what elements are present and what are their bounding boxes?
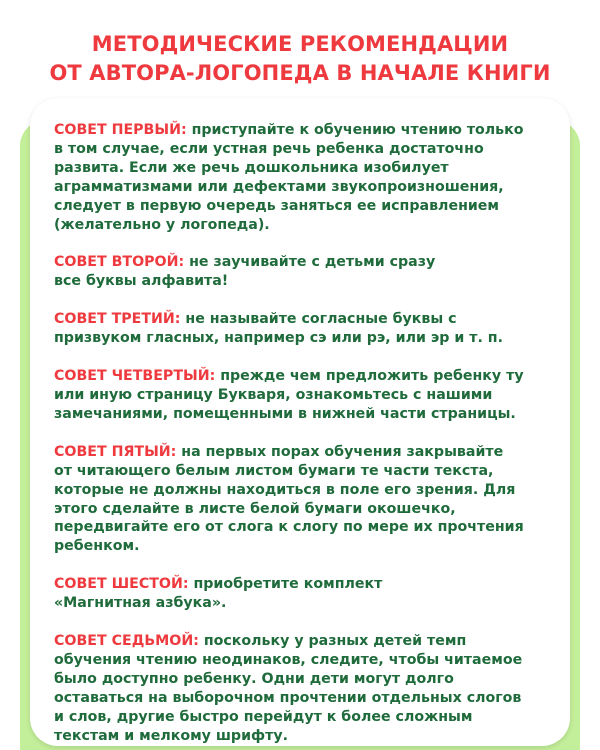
tip-text: приобретите комплект: [188, 576, 383, 593]
tip-line: [54, 462, 554, 481]
tip-label: СОВЕТ ЧЕТВЕРТЫЙ:: [54, 368, 216, 385]
tip-text: которые не должны находиться в поле его зрения. Для: [54, 481, 516, 498]
tip-paragraph: [54, 310, 554, 348]
tip-text: замечаниями, помещенными в нижней части страницы.: [54, 405, 516, 422]
tip-line: [54, 178, 554, 197]
tip-label: СОВЕТ ПЯТЫЙ:: [54, 443, 177, 460]
tip-line: [54, 575, 554, 594]
tip-text: обучения чтению неодинаков, следите, чтобы читаемое: [54, 651, 523, 668]
tip-text: не заучивайте с детьми сразу: [184, 254, 436, 271]
tip-line: [54, 386, 554, 405]
tips-list: [54, 121, 554, 745]
tip-text: этого сделайте в листе белой бумаги окошечко,: [54, 500, 456, 517]
page-title-line-1: МЕТОДИЧЕСКИЕ РЕКОМЕНДАЦИИ: [91, 32, 509, 56]
tip-text: в том случае, если устная речь ребенка достаточно: [54, 140, 484, 157]
tip-text: текстам и мелкому шрифту.: [54, 727, 288, 744]
tip-text: (желательно у логопеда).: [54, 216, 270, 233]
tip-line: [54, 405, 554, 424]
tip-text: приступайте к обучению чтению только: [186, 122, 524, 138]
tip-line: [54, 216, 554, 235]
tip-line: [54, 329, 554, 348]
tip-line: [54, 651, 554, 670]
tip-text: на первых порах обучения закрывайте: [176, 443, 504, 460]
tip-line: [54, 253, 554, 272]
tip-line: [54, 689, 554, 708]
tip-text: следует в первую очередь заняться ее исправлением: [54, 197, 500, 214]
tip-spacer: [54, 424, 554, 443]
tip-label: СОВЕТ ВТОРОЙ:: [54, 254, 185, 271]
tip-text: передвигайте его от слога к слогу по мере их прочтения: [54, 519, 524, 536]
tip-spacer: [54, 291, 554, 310]
tip-text: не называйте согласные буквы с: [180, 311, 457, 328]
tip-text: ребенком.: [54, 538, 140, 555]
tip-line: [54, 594, 554, 613]
tip-line: [54, 159, 554, 178]
page-title: [0, 30, 600, 88]
tip-line: [54, 670, 554, 689]
tip-spacer: [54, 556, 554, 575]
tip-paragraph: [54, 121, 554, 234]
tip-line: [54, 708, 554, 727]
tip-text: аграмматизмами или дефектами звукопроизношения,: [54, 178, 504, 195]
tip-paragraph: [54, 253, 554, 291]
tip-line: [54, 500, 554, 519]
tip-line: [54, 197, 554, 216]
tip-label: СОВЕТ ШЕСТОЙ:: [54, 576, 189, 593]
tip-label: СОВЕТ ТРЕТИЙ:: [54, 311, 181, 328]
tip-line: [54, 367, 554, 386]
tip-text: и слов, другие быстро перейдут к более сложным: [54, 708, 473, 725]
tip-line: [54, 481, 554, 500]
tip-line: [54, 140, 554, 159]
tip-line: [54, 443, 554, 462]
tip-line: [54, 310, 554, 329]
tip-line: [54, 537, 554, 556]
tip-spacer: [54, 613, 554, 632]
tip-text: поскольку у разных детей темп: [198, 633, 467, 650]
tip-text: от читающего белым листом бумаги те части текста,: [54, 462, 494, 479]
tip-spacer: [54, 348, 554, 367]
tip-text: прежде чем предложить ребенку ту: [215, 368, 524, 385]
tip-line: [54, 632, 554, 651]
tip-text: или иную страницу Букваря, ознакомьтесь с нашими: [54, 386, 493, 403]
tip-paragraph: [54, 632, 554, 745]
tip-line: [54, 272, 554, 291]
tip-spacer: [54, 234, 554, 253]
tip-paragraph: [54, 367, 554, 424]
tip-text: призвуком гласных, например сэ или рэ, или эр и т. п.: [54, 330, 503, 347]
tip-line: [54, 727, 554, 746]
tip-text: «Магнитная азбука».: [54, 595, 227, 612]
tip-label: СОВЕТ ПЕРВЫЙ:: [54, 122, 187, 138]
tip-paragraph: [54, 575, 554, 613]
tip-paragraph: [54, 443, 554, 556]
tip-line: [54, 121, 554, 140]
tip-text: было доступно ребенку. Одни дети могут долго: [54, 670, 454, 687]
tip-text: все буквы алфавита!: [54, 273, 229, 290]
page-title-line-2: ОТ АВТОРА-ЛОГОПЕДА В НАЧАЛЕ КНИГИ: [49, 61, 551, 85]
tip-text: оставаться на выборочном прочтении отдельных слогов: [54, 689, 522, 706]
tip-text: развита. Если же речь дошкольника изобилует: [54, 159, 449, 176]
tip-label: СОВЕТ СЕДЬМОЙ:: [54, 633, 199, 650]
tip-line: [54, 518, 554, 537]
